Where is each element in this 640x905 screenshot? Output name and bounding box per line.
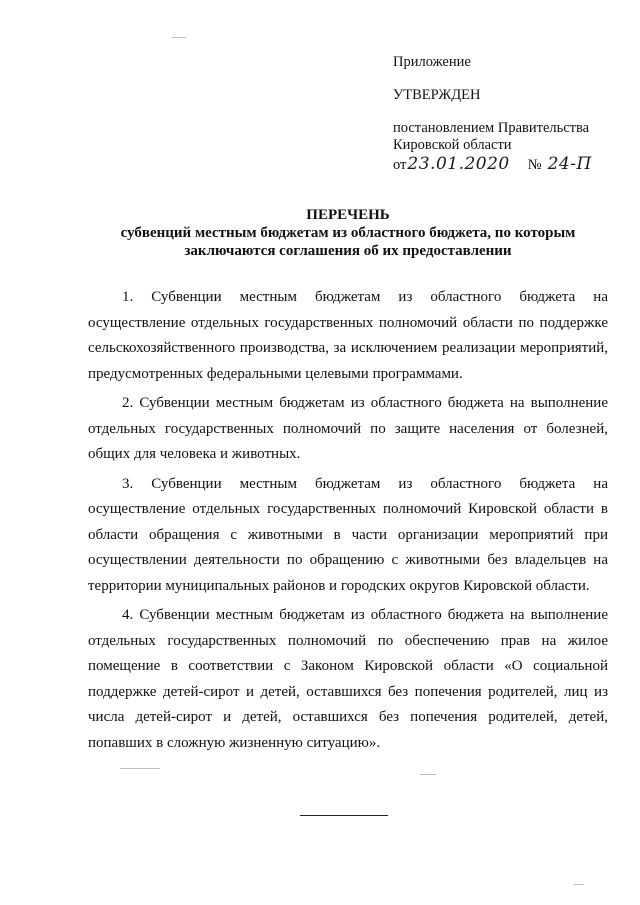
scan-mark [120,768,160,769]
date-number-line [393,156,623,174]
approval-block [393,54,623,174]
title-subtitle: субвенций местным бюджетам из областного бюджета, по которым заключаются соглашения об их предоставлении [120,225,576,259]
closing-rule [300,815,388,816]
list-item: 1. Субвенции местным бюджетам из областного бюджета на осуществление отдельных государственных полномочий области по поддержке сельскохозяйственного производства, за исключением реализации мероприятий, предусмотренных федеральными целевыми программами. [88,289,608,382]
scan-mark [574,884,584,885]
number-sign: № [527,157,542,173]
scan-mark [172,37,186,38]
title-heading: ПЕРЕЧЕНЬ [306,207,390,223]
handwritten-date: 23.01.2020 [407,154,510,174]
handwritten-number: 24-П [547,154,592,174]
appendix-label: Приложение [393,54,471,70]
list-item: 4. Субвенции местным бюджетам из областного бюджета на выполнение отдельных государственных полномочий по обеспечению прав на жилое помещение в соответствии с Законом Кировской области «О социальной поддержке детей-сирот и детей, оставшихся без попечения родителей, лиц из числа детей-сирот и детей, оставшихся без попечения родителей, детей, попавших в сложную жизненную ситуацию». [88,607,608,751]
approved-label: УТВЕРЖДЕН [393,87,481,103]
list-item: 3. Субвенции местным бюджетам из областного бюджета на осуществление отдельных государственных полномочий Кировской области в области обращения с животными в части организации мероприятий при осуществлении деятельности по обращению с животными без владельцев на территории муниципальных районов и городских округов Кировской области. [88,475,608,594]
subvention-list [88,285,608,760]
document-title [88,206,608,260]
list-item: 2. Субвенции местным бюджетам из областного бюджета на выполнение отдельных государственных полномочий по защите населения от болезней, общих для человека и животных. [88,395,608,462]
resolution-line-2: Кировской области [393,137,512,153]
resolution-line-1: постановлением Правительства [393,120,590,136]
scan-mark [420,774,436,775]
date-prefix: от [393,157,407,173]
